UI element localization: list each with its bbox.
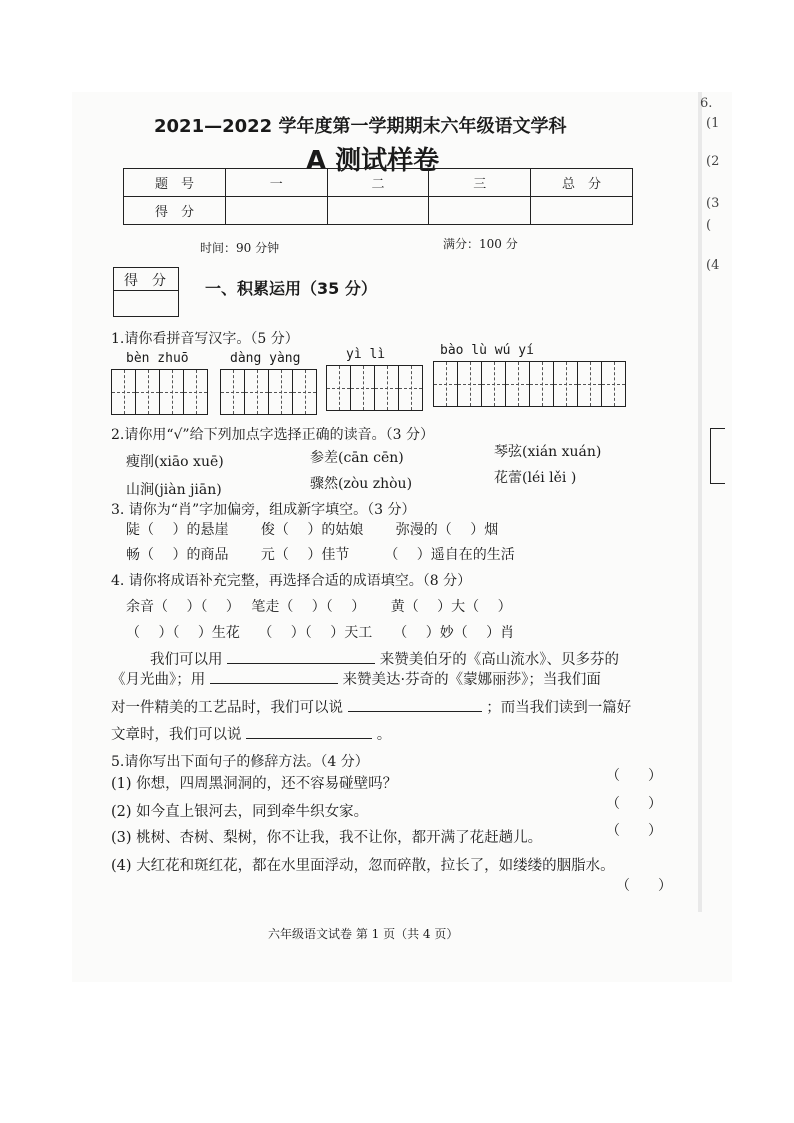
reading-choice[interactable]: 骤然(zòu zhòu) <box>310 476 413 492</box>
idiom-line[interactable]: （ ）（ ）生花 （ ）（ ）天工 （ ）妙（ ）肖 <box>126 625 515 641</box>
paragraph-text: 《月光曲》；用 <box>111 672 206 688</box>
rhetoric-item: (3) 桃树、杏树、梨树，你不让我，我不让你，都开满了花赶趟儿。 <box>111 830 543 846</box>
section-score-box <box>113 267 179 317</box>
rhetoric-item: (4) 大红花和斑红花，都在水里面浮动，忽而碎散，拉长了，如缕缕的胭脂水。 <box>111 858 615 874</box>
edge-mark: (4 <box>706 258 720 273</box>
idiom-line[interactable]: 余音（ ）（ ） 笔走（ ）（ ） 黄（ ）大（ ） <box>126 599 512 615</box>
tianzige-cell[interactable] <box>434 362 458 406</box>
edge-mark: (2 <box>706 154 720 169</box>
answer-blank[interactable] <box>210 669 338 684</box>
tianzige-cell[interactable] <box>602 362 625 406</box>
tianzige-cell[interactable] <box>351 366 375 410</box>
tianzige-group <box>220 369 317 415</box>
answer-paren[interactable]: （ ） <box>606 768 662 784</box>
score-header-cell: 三 <box>429 169 531 197</box>
section-title: 一、积累运用（35 分） <box>205 279 377 298</box>
section-score-label: 得 分 <box>124 273 166 289</box>
rhetoric-item: (2) 如今直上银河去，同到牵牛织女家。 <box>111 804 369 820</box>
tianzige-cell[interactable] <box>269 370 293 414</box>
answer-blank[interactable] <box>348 697 482 712</box>
score-cell[interactable] <box>531 197 633 225</box>
question-1: 1.请你看拼音写汉字。（5 分） <box>111 331 299 347</box>
score-cell[interactable] <box>327 197 429 225</box>
fill-line[interactable]: 陡（ ）的悬崖 俊（ ）的姑娘 弥漫的（ ）烟 <box>126 522 499 538</box>
exam-title: 2021—2022 学年度第一学期期末六年级语文学科 <box>154 116 567 137</box>
tianzige-cell[interactable] <box>293 370 316 414</box>
paragraph-text: 对一件精美的工艺品时，我们可以说 <box>111 700 343 716</box>
paragraph-line <box>111 696 631 717</box>
pinyin-label: bèn zhuō <box>126 351 189 366</box>
tianzige-cell[interactable] <box>399 366 422 410</box>
answer-paren[interactable]: （ ） <box>606 796 662 812</box>
pinyin-label: bào lù wú yí <box>440 343 534 358</box>
score-header-cell: 二 <box>327 169 429 197</box>
fill-line[interactable]: 畅（ ）的商品 元（ ）佳节 （ ）遥自在的生活 <box>126 547 515 563</box>
tianzige-group <box>326 365 423 411</box>
reading-choice[interactable]: 琴弦(xián xuán) <box>494 444 602 460</box>
edge-box <box>710 428 725 484</box>
tianzige-cell[interactable] <box>554 362 578 406</box>
answer-blank[interactable] <box>227 649 375 664</box>
page-fold <box>698 92 702 912</box>
paragraph-line <box>111 668 601 689</box>
paragraph-text: ；而当我们读到一篇好 <box>486 700 632 716</box>
question-5: 5.请你写出下面句子的修辞方法。（4 分） <box>111 754 369 770</box>
paragraph-line <box>150 648 619 669</box>
reading-choice[interactable]: 瘦削(xiāo xuē) <box>126 454 224 470</box>
paragraph-text: 我们可以用 <box>150 652 223 668</box>
pinyin-label: yì lì <box>346 347 386 362</box>
question-4: 4. 请你将成语补充完整，再选择合适的成语填空。（8 分） <box>111 573 472 589</box>
tianzige-cell[interactable] <box>327 366 351 410</box>
tianzige-cell[interactable] <box>221 370 245 414</box>
reading-choice[interactable]: 山涧(jiàn jiān) <box>126 482 222 498</box>
paragraph-text: 文章时，我们可以说 <box>111 727 242 743</box>
exam-subtitle: A 测试样卷 <box>306 146 440 176</box>
question-3: 3. 请你为“肖”字加偏旁，组成新字填空。（3 分） <box>111 502 416 518</box>
score-row-label: 得 分 <box>124 197 226 225</box>
edge-mark: ( <box>706 218 712 233</box>
paragraph-text: 来赞美达·芬奇的《蒙娜丽莎》；当我们面 <box>342 672 601 688</box>
pinyin-label: dàng yàng <box>230 351 301 366</box>
question-2: 2.请你用“√”给下列加点字选择正确的读音。（3 分） <box>111 427 434 443</box>
score-cell[interactable] <box>429 197 531 225</box>
tianzige-cell[interactable] <box>112 370 136 414</box>
tianzige-group <box>111 369 208 415</box>
score-header-cell: 总 分 <box>531 169 633 197</box>
tianzige-cell[interactable] <box>160 370 184 414</box>
tianzige-cell[interactable] <box>530 362 554 406</box>
paragraph-line <box>111 723 391 744</box>
score-header-cell: 一 <box>225 169 327 197</box>
tianzige-cell[interactable] <box>578 362 602 406</box>
tianzige-cell[interactable] <box>482 362 506 406</box>
answer-paren[interactable]: （ ） <box>606 823 662 839</box>
exam-full-score: 满分：100 分 <box>443 237 518 251</box>
answer-paren[interactable]: （ ） <box>616 878 672 894</box>
answer-blank[interactable] <box>246 724 372 739</box>
page-footer: 六年级语文试卷 第 1 页（共 4 页） <box>268 927 459 941</box>
paragraph-text: 。 <box>376 727 392 743</box>
tianzige-cell[interactable] <box>136 370 160 414</box>
tianzige-cell[interactable] <box>184 370 207 414</box>
rhetoric-item: (1) 你想，四周黑洞洞的，还不容易碰壁吗？ <box>111 776 398 792</box>
paragraph-text: 来赞美伯牙的《高山流水》、贝多芬的 <box>379 652 619 668</box>
edge-mark: (1 <box>706 116 720 131</box>
edge-mark: 6. <box>700 96 713 111</box>
score-table <box>123 168 633 225</box>
reading-choice[interactable]: 参差(cān cēn) <box>310 450 404 466</box>
score-header-cell: 题 号 <box>124 169 226 197</box>
exam-time: 时间：90 分钟 <box>200 241 280 255</box>
tianzige-cell[interactable] <box>506 362 530 406</box>
tianzige-cell[interactable] <box>458 362 482 406</box>
edge-mark: (3 <box>706 196 720 211</box>
tianzige-cell[interactable] <box>375 366 399 410</box>
tianzige-group <box>433 361 626 407</box>
tianzige-cell[interactable] <box>245 370 269 414</box>
score-cell[interactable] <box>225 197 327 225</box>
reading-choice[interactable]: 花蕾(léi lěi ) <box>494 470 577 486</box>
